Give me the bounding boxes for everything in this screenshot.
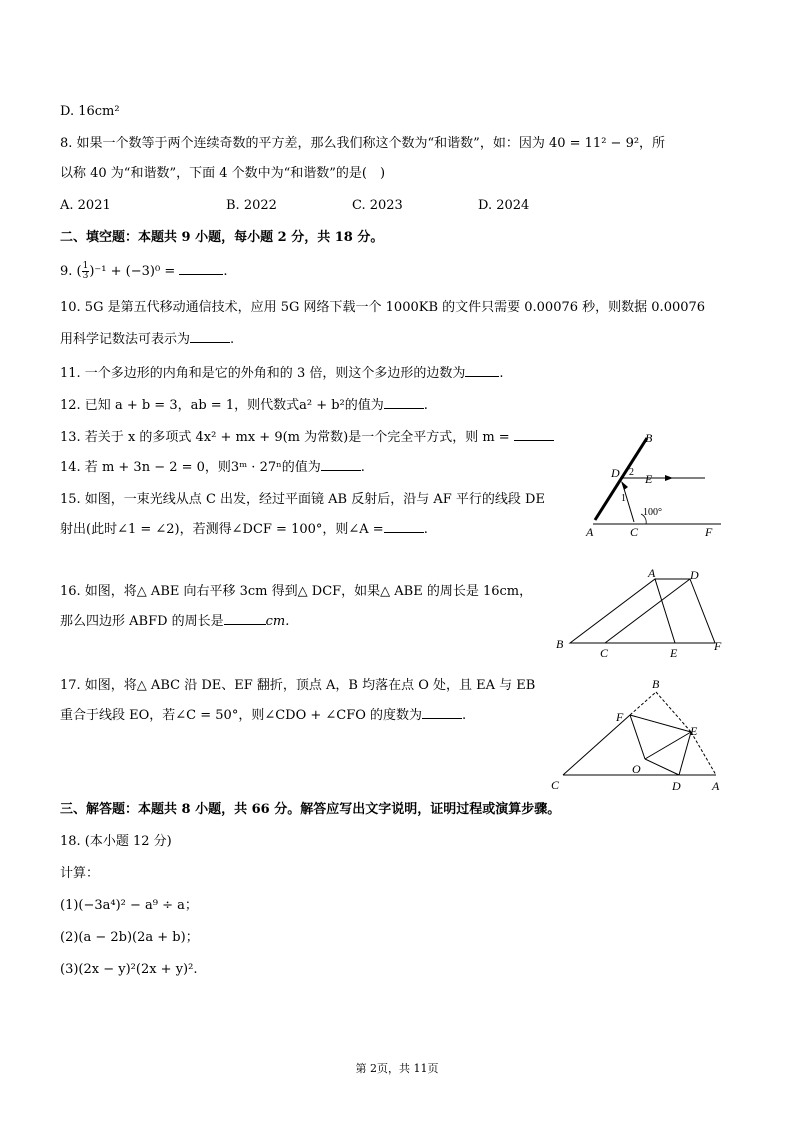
section2-title: 二、填空题：本题共 9 小题，每小题 2 分，共 18 分。 — [60, 230, 384, 245]
q9-number: 9. — [60, 264, 73, 279]
q15-label-f: F — [705, 525, 713, 538]
q16-unit: cm. — [265, 614, 290, 629]
q17-label-c: C — [551, 778, 560, 792]
q9-answer-blank[interactable] — [179, 262, 223, 275]
q17-answer-blank[interactable] — [422, 706, 462, 719]
q13-answer-blank[interactable] — [514, 428, 554, 441]
q10-end: . — [230, 332, 235, 347]
q18-item-3: (3)(2x − y)²(2x + y)². — [60, 962, 198, 977]
q16-label-e: E — [670, 646, 678, 660]
q17-line-od — [645, 759, 679, 775]
q15-label-100deg: 100° — [643, 507, 662, 518]
q17-line2-text: 重合于线段 EO，若∠C = 50°，则∠CDO + ∠CFO 的度数为 — [60, 708, 423, 723]
q15-arrow-head — [665, 475, 673, 481]
q16-answer-blank[interactable] — [224, 612, 266, 625]
q16-label-c: C — [600, 646, 609, 660]
q11-end: . — [499, 366, 504, 381]
q15-label-e: E — [645, 472, 653, 486]
q16-label-b: B — [556, 637, 564, 651]
q10-line1: 10. 5G 是第五代移动通信技术，应用 5G 网络下载一个 1000KB 的文件只需要 0.00076 秒，则数据 0.00076 — [60, 300, 706, 315]
q14-text: 14. 若 m + 3n − 2 = 0，则3ᵐ · 27ⁿ的值为 — [60, 460, 321, 475]
q17-end: . — [462, 708, 467, 723]
page-footer: 第 2页，共 11页 — [355, 1062, 439, 1075]
q17-line2 — [60, 706, 466, 726]
q9-fraction-den: 3 — [82, 271, 89, 281]
q15-answer-blank[interactable] — [384, 520, 424, 533]
q15-line1: 15. 如图，一束光线从点 C 出发，经过平面镜 AB 反射后，沿与 AF 平行的线段 DE — [60, 492, 545, 507]
q14 — [60, 458, 365, 478]
q17-dashed-be — [656, 692, 691, 732]
q17-label-f: F — [616, 710, 624, 724]
q15-arrow-cd — [621, 481, 628, 490]
q14-answer-blank[interactable] — [321, 458, 361, 471]
q16-triangle-abe — [570, 579, 675, 643]
q8-option-b: B. 2022 — [226, 198, 277, 213]
q15-mirror-ab — [595, 438, 647, 520]
q9-expr: )⁻¹ + (−3)⁰ = — [89, 264, 176, 279]
q18-item-1: (1)(−3a⁴)² − a⁹ ÷ a； — [60, 898, 198, 913]
q10-line2 — [60, 330, 234, 350]
q15-end: . — [423, 522, 428, 537]
q17-line-cf — [563, 715, 630, 775]
q13-text: 13. 若关于 x 的多项式 4x² + mx + 9(m 为常数)是一个完全平方式，则 m = — [60, 430, 510, 445]
section3-title: 三、解答题：本题共 8 小题，共 66 分。解答应写出文字说明，证明过程或演算步骤。 — [60, 802, 561, 817]
q16-figure — [550, 565, 730, 660]
q17-label-d: D — [672, 779, 681, 793]
q12-answer-blank[interactable] — [384, 396, 424, 409]
q15-label-b: B — [645, 431, 653, 445]
q8-option-c: C. 2023 — [352, 198, 403, 213]
q9-end: . — [223, 264, 228, 279]
q8-line2: 以称 40 为“和谐数”，下面 4 个数中为“和谐数”的是( ) — [60, 166, 386, 181]
q9-fraction-num: 1 — [82, 261, 89, 271]
q14-end: . — [360, 460, 365, 475]
q15-label-a: A — [586, 525, 594, 538]
q16-line2-text: 那么四边形 ABFD 的周长是 — [60, 614, 224, 629]
q10-answer-blank[interactable] — [190, 330, 230, 343]
q17-dashed-fb — [630, 692, 656, 715]
q16-label-f: F — [714, 639, 722, 653]
q11 — [60, 364, 503, 384]
q15-label-angle2: 2 — [629, 467, 634, 478]
q17-line1: 17. 如图，将△ ABC 沿 DE、EF 翻折，顶点 A，B 均落在点 O 处，且 EA 与 EB — [60, 678, 536, 693]
q11-text: 11. 一个多边形的内角和是它的外角和的 3 倍，则这个多边形的边数为 — [60, 366, 466, 381]
q16-label-a: A — [648, 566, 656, 580]
q8-option-a: A. 2021 — [60, 198, 111, 213]
q15-label-c: C — [630, 525, 639, 538]
q13 — [60, 428, 554, 448]
q18-item-2: (2)(a − 2b)(2a + b)； — [60, 930, 199, 945]
q18-title: 18. (本小题 12 分) — [60, 834, 172, 849]
q12 — [60, 396, 428, 416]
q18-intro: 计算： — [60, 866, 100, 881]
q8-line1: 8. 如果一个数等于两个连续奇数的平方差，那么我们称这个数为“和谐数”，如：因为 40 = 11² − 9²，所 — [60, 136, 666, 151]
q17-label-o: O — [632, 762, 641, 776]
q12-text: 12. 已知 a + b = 3，ab = 1，则代数式a² + b²的值为 — [60, 398, 384, 413]
q17-label-a: A — [712, 779, 720, 793]
q17-figure — [548, 675, 733, 797]
q17-label-b: B — [652, 677, 660, 691]
q12-end: . — [423, 398, 428, 413]
q15-line2 — [60, 520, 428, 540]
q11-answer-blank[interactable] — [465, 364, 499, 377]
q8-option-d: D. 2024 — [478, 198, 530, 213]
q17-line-fo — [630, 715, 645, 759]
q15-label-d: D — [611, 466, 620, 480]
q15-figure — [585, 428, 725, 538]
q17-dashed-ea — [691, 732, 716, 775]
q9: 9. ( $\frac{1}{3}$ )⁻¹ + (−3)⁰ = . — [60, 261, 228, 281]
q16-line2 — [60, 612, 289, 632]
q15-line2-text: 射出(此时∠1 = ∠2)，若测得∠DCF = 100°，则∠A = — [60, 522, 384, 537]
q7-option-d: D. 16cm² — [60, 104, 120, 119]
q16-triangle-dcf — [605, 579, 715, 643]
q10-line2-text: 用科学记数法可表示为 — [60, 332, 191, 347]
q17-line-fe — [630, 715, 691, 732]
q17-label-e: E — [690, 724, 698, 738]
q16-line1: 16. 如图，将△ ABE 向右平移 3cm 得到△ DCF，如果△ ABE 的周长是 16cm， — [60, 584, 533, 599]
q15-label-angle1: 1 — [621, 493, 626, 504]
q8-options — [60, 196, 740, 216]
q16-label-d: D — [690, 568, 699, 582]
